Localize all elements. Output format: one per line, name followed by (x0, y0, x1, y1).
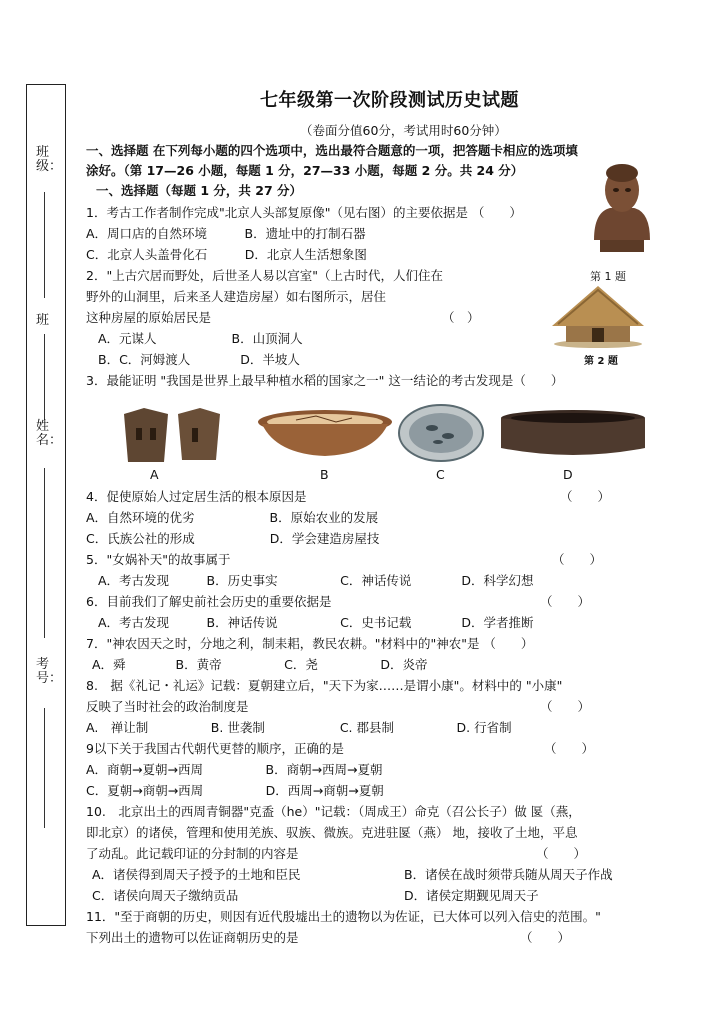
q11-line-1: 11．"至于商朝的历史，则因有近代殷墟出土的遗物以为佐证，已大体可以列入信史的范围。" (86, 909, 601, 924)
q7-stem: 7．"神农因天之时，分地之利，制耒耜，教民农耕。"材料中的"神农"是 （ ） (86, 636, 534, 651)
q9-stem: 9以下关于我国古代朝代更替的顺序，正确的是 (86, 741, 344, 756)
q6-options: A．考古发现 B．神话传说 C．史书记载 D．学者推断 (98, 615, 534, 630)
q5-stem: 5．"女娲补天"的故事属于 (86, 552, 231, 567)
q4-answer-paren: （ ） (560, 489, 611, 504)
class-label: 班级： (36, 145, 63, 174)
figure-2-caption: 第 2 题 (584, 356, 618, 367)
q8-answer-paren: （ ） (540, 699, 591, 714)
q3-stem: 3．最能证明 "我国是世界上最早种植水稻的国家之一" 这一结论的考古发现是（ ） (86, 373, 564, 388)
q9-options-ab: A．商朝→夏朝→西周 B．商朝→西周→夏朝 (86, 762, 383, 777)
ban-label: 班 (36, 313, 50, 328)
peking-man-bust-image (586, 160, 658, 252)
section-heading: 一、选择题（每题 1 分，共 27 分） (96, 183, 303, 198)
q2-line-2: 野外的山洞里，后来圣人建造房屋）如右图所示，居住 (86, 289, 387, 304)
ban-divider-line (44, 334, 45, 420)
q4-options-cd: C．氏族公社的形成 D．学会建造房屋技 (86, 531, 380, 546)
q10-line-1: 10. 北京出土的西周青铜器"克盉（he）"记载：（周成王）命克（召公长子）做 匽（燕， (86, 804, 581, 819)
binding-margin-box (26, 84, 66, 926)
q4-stem: 4．促使原始人过定居生活的根本原因是 (86, 489, 307, 504)
black-pottery-vessel-image (498, 408, 648, 460)
q9-answer-paren: （ ） (544, 741, 595, 756)
q10-option-c: C．诸侯向周天子缴纳贡品 (92, 888, 239, 903)
pottery-bowl-image (256, 408, 394, 458)
q3-label-a: A (150, 467, 159, 482)
q6-answer-paren: （ ） (540, 594, 591, 609)
instructions-line-2: 涂好。（第 17—26 小题，每题 1 分，27—33 小题，每题 2 分。共 24 分） (86, 163, 524, 178)
q2-answer-paren: （ ） (442, 310, 480, 325)
q10-option-d: D．诸侯定期觐见周天子 (404, 888, 539, 903)
q8-line-1: 8. 据《礼记・礼运》记载：夏朝建立后，"天下为家……是谓小康"。材料中的 "小康" (86, 678, 563, 693)
q10-option-b: B．诸侯在战时须带兵随从周天子作战 (404, 867, 613, 882)
q3-label-c: C (436, 467, 445, 482)
q10-line-3: 了动乱。此记载印证的分封制的内容是 (86, 846, 299, 861)
page-subtitle: （卷面分值60分，考试用时60分钟） (300, 123, 507, 138)
page-title: 七年级第一次阶段测试历史试题 (260, 90, 519, 111)
q3-label-b: B (320, 467, 329, 482)
q3-label-d: D (563, 467, 573, 482)
q2-options-cd: B．C．河姆渡人 D．半坡人 (98, 352, 300, 367)
q10-answer-paren: （ ） (536, 846, 587, 861)
q9-options-cd: C．夏朝→商朝→西周 D．西周→商朝→夏朝 (86, 783, 384, 798)
exam-number-label: 考号： (36, 657, 63, 686)
q6-stem: 6．目前我们了解史前社会历史的重要依据是 (86, 594, 332, 609)
q4-options-ab: A．自然环境的优劣 B．原始农业的发展 (86, 510, 379, 525)
figure-1-caption: 第 1 题 (590, 270, 626, 283)
q11-answer-paren: （ ） (520, 930, 571, 945)
thatched-hut-image (548, 284, 648, 348)
name-label: 姓名： (36, 419, 63, 448)
exam-number-field-line[interactable] (44, 708, 45, 828)
q10-line-2: 即北京）的诸侯，管理和使用羌族、驭族、微族。克进驻匽（燕） 地，接收了土地，平息 (86, 825, 578, 840)
q11-line-2: 下列出土的遗物可以佐证商朝历史的是 (86, 930, 299, 945)
q2-line-3: 这种房屋的原始居民是 (86, 310, 212, 325)
instructions-line-1: 一、选择题 在下列每小题的四个选项中，选出最符合题意的一项，把答题卡相应的选项填 (86, 143, 578, 158)
q1-options-ab: A．周口店的自然环境 B．遗址中的打制石器 (86, 226, 366, 241)
q5-options: A．考古发现 B．历史事实 C．神话传说 D．科学幻想 (98, 573, 534, 588)
q1-options-cd: C．北京人头盖骨化石 D．北京人生活想象图 (86, 247, 367, 262)
q7-options: A．舜 B．黄帝 C．尧 D．炎帝 (92, 657, 428, 672)
carbonized-rice-image (398, 404, 484, 462)
bone-spade-image (116, 404, 228, 464)
name-field-line[interactable] (44, 468, 45, 638)
q8-options: A. 禅让制 B. 世袭制 C. 郡县制 D. 行省制 (86, 720, 512, 735)
q1-stem: 1．考古工作者制作完成"北京人头部复原像"（见右图）的主要依据是 （ ） (86, 205, 522, 220)
q8-line-2: 反映了当时社会的政治制度是 (86, 699, 249, 714)
q5-answer-paren: （ ） (552, 552, 603, 567)
q2-line-1: 2．"上古穴居而野处，后世圣人易以宫室"（上古时代，人们住在 (86, 268, 443, 283)
q2-options-ab: A．元谋人 B．山顶洞人 (98, 331, 303, 346)
class-field-line[interactable] (44, 192, 45, 298)
q10-option-a: A．诸侯得到周天子授予的土地和臣民 (92, 867, 301, 882)
